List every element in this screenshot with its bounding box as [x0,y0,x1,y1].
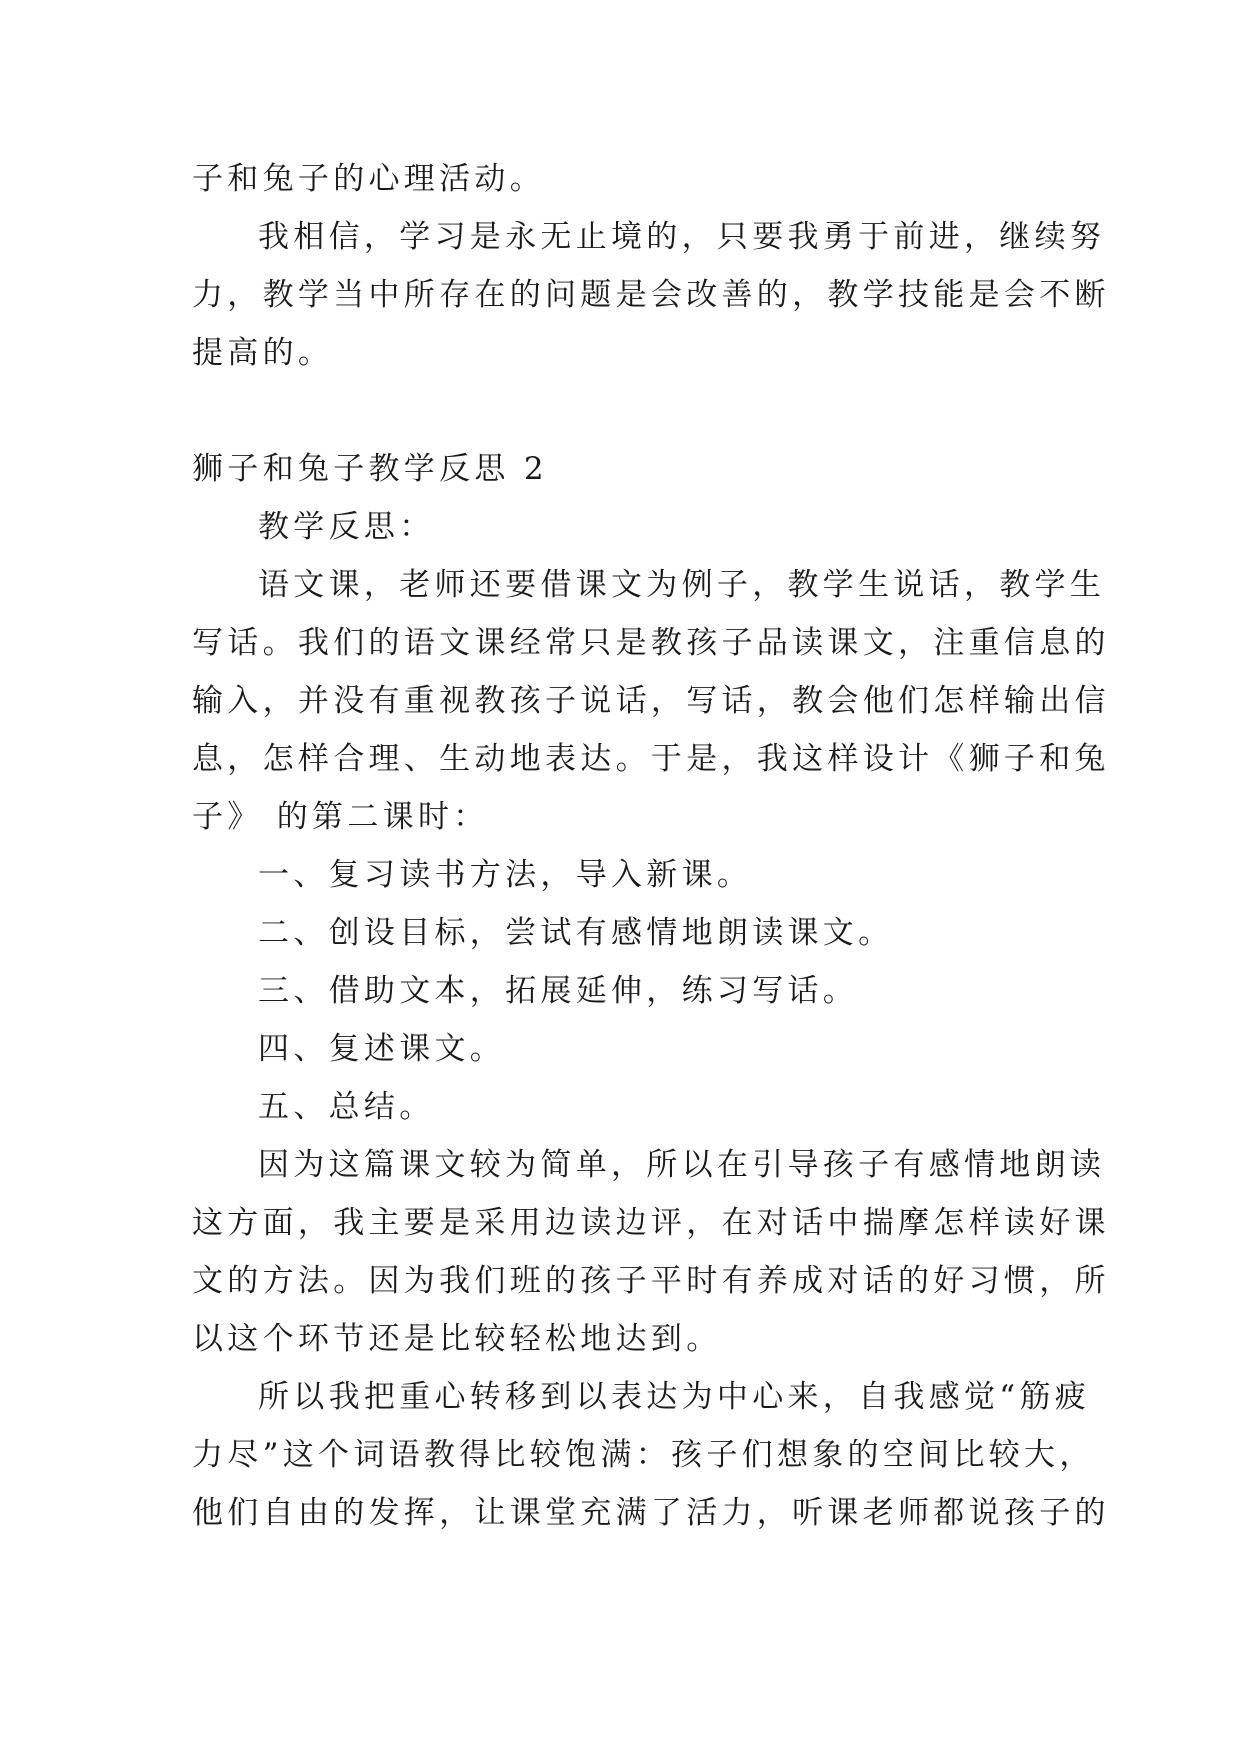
paragraph-line: 文的方法。因为我们班的孩子平时有养成对话的好习惯，所 [192,1263,1110,1299]
section-spacer [192,382,1052,440]
paragraph-line: 子和兔子的心理活动。 [192,161,545,197]
paragraph-line: 提高的。 [192,335,334,371]
lesson-step: 五、总结。 [258,1089,435,1125]
lesson-step: 四、复述课文。 [258,1031,506,1067]
paragraph-line: 语文课，老师还要借课文为例子，教学生说话，教学生 [258,567,1106,603]
lesson-step: 二、创设目标，尝试有感情地朗读课文。 [258,915,894,951]
reflection-label: 教学反思： [258,509,435,545]
expression-paragraph [192,1368,1110,1542]
reading-paragraph [192,1136,1110,1368]
paragraph-line: 息，怎样合理、生动地表达。于是，我这样设计《狮子和兔 [192,741,1110,777]
chinese-class-paragraph [192,556,1110,846]
paragraph-line: 我相信，学习是永无止境的，只要我勇于前进，继续努 [258,219,1106,255]
document-page [192,150,1110,1542]
paragraph-line: 因为这篇课文较为简单，所以在引导孩子有感情地朗读 [258,1147,1106,1183]
paragraph-line: 这方面，我主要是采用边读边评，在对话中揣摩怎样读好课 [192,1205,1110,1241]
lesson-steps-list [192,846,1052,1136]
lesson-step: 三、借助文本，拓展延伸，练习写话。 [258,973,859,1009]
paragraph-line: 以这个环节还是比较轻松地达到。 [192,1321,722,1357]
paragraph-line: 输入，并没有重视教孩子说话，写话，教会他们怎样输出信 [192,683,1110,719]
lesson-step: 一、复习读书方法，导入新课。 [258,857,753,893]
paragraph-line: 写话。我们的语文课经常只是教孩子品读课文，注重信息的 [192,625,1110,661]
paragraph-line: 他们自由的发挥，让课堂充满了活力，听课老师都说孩子的 [192,1495,1110,1531]
continued-paragraph [192,150,1052,208]
paragraph-line: 所以我把重心转移到以表达为中心来，自我感觉“筋疲 [258,1379,1091,1415]
paragraph-line: 力，教学当中所存在的问题是会改善的，教学技能是会不断 [192,277,1110,313]
paragraph-line: 子》 的第二课时： [192,799,489,835]
belief-paragraph [192,208,1110,382]
paragraph-line: 力尽”这个词语教得比较饱满：孩子们想象的空间比较大， [192,1437,1095,1473]
section-title: 狮子和兔子教学反思 2 [192,451,548,487]
